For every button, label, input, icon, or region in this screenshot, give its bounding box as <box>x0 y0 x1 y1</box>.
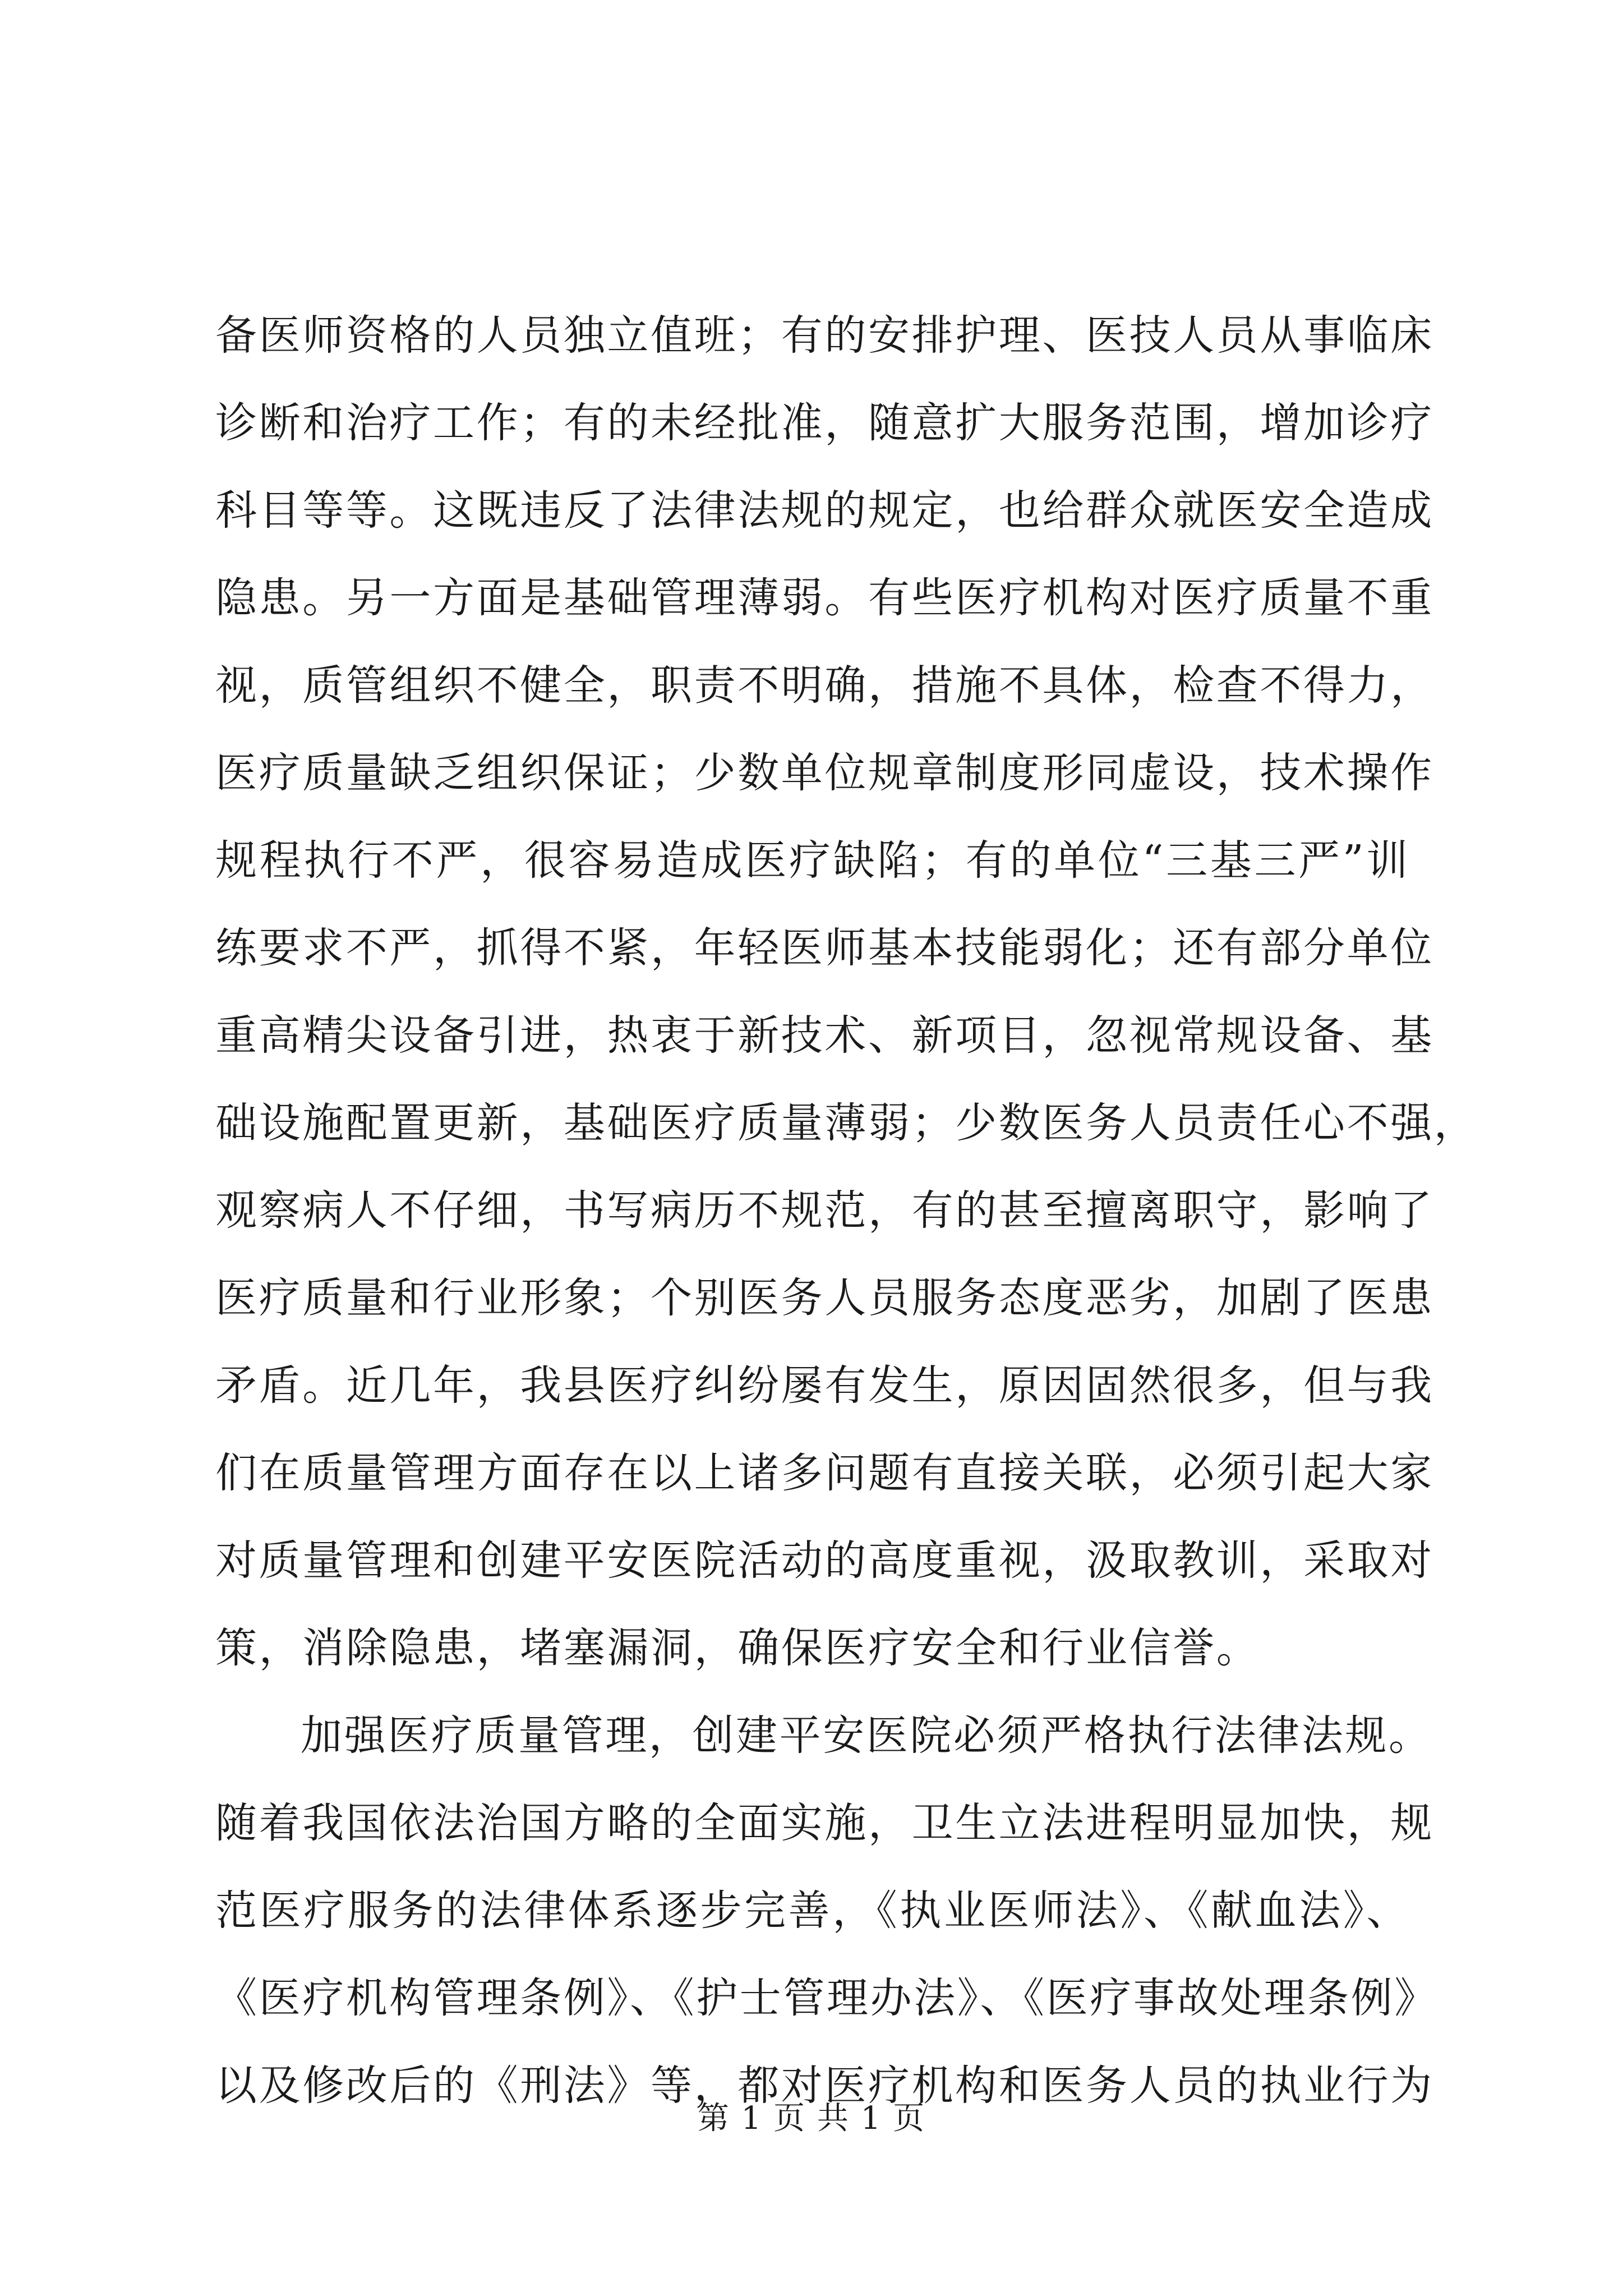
text-line: 础设施配置更新，基础医疗质量薄弱；少数医务人员责任心不强， <box>215 1099 1478 1147</box>
text-line: 规程执行不严，很容易造成医疗缺陷；有的单位“三基三严”训 <box>215 836 1410 885</box>
text-line: 随着我国依法治国方略的全面实施，卫生立法进程明显加快，规 <box>215 1799 1434 1847</box>
text-line: 隐患。另一方面是基础管理薄弱。有些医疗机构对医疗质量不重 <box>215 574 1434 622</box>
text-line: 备医师资格的人员独立值班；有的安排护理、医技人员从事临床 <box>215 311 1434 360</box>
text-line: 医疗质量缺乏组织保证；少数单位规章制度形同虚设，技术操作 <box>215 749 1434 797</box>
text-line: 诊断和治疗工作；有的未经批准，随意扩大服务范围，增加诊疗 <box>215 399 1434 447</box>
text-line: 观察病人不仔细，书写病历不规范，有的甚至擅离职守，影响了 <box>215 1186 1434 1235</box>
body-text <box>215 292 1478 2129</box>
text-line: 科目等等。这既违反了法律法规的规定，也给群众就医安全造成 <box>215 486 1434 535</box>
text-line: 以及修改后的《刑法》等，都对医疗机构和医务人员的执业行为 <box>215 2062 1434 2110</box>
text-line: 们在质量管理方面存在以上诸多问题有直接关联，必须引起大家 <box>215 1449 1434 1497</box>
text-line: 《医疗机构管理条例》、《护士管理办法》、《医疗事故处理条例》 <box>215 1974 1438 2022</box>
text-line: 范医疗服务的法律体系逐步完善，《执业医师法》、《献血法》、 <box>215 1887 1410 1935</box>
text-line: 视，质管组织不健全，职责不明确，措施不具体，检查不得力， <box>215 661 1434 710</box>
text-line: 矛盾。近几年，我县医疗纠纷屡有发生，原因固然很多，但与我 <box>215 1361 1434 1410</box>
text-line: 对质量管理和创建平安医院活动的高度重视，汲取教训，采取对 <box>215 1536 1434 1585</box>
text-line: 重高精尖设备引进，热衷于新技术、新项目，忽视常规设备、基 <box>215 1011 1434 1060</box>
text-line: 练要求不严，抓得不紧，年轻医师基本技能弱化；还有部分单位 <box>215 924 1434 972</box>
page-number-footer: 第 1 页 共 1 页 <box>697 2100 926 2137</box>
paragraph-end-line: 策，消除隐患，堵塞漏洞，确保医疗安全和行业信誉。 <box>215 1624 1260 1672</box>
paragraph-first-line: 加强医疗质量管理，创建平安医院必须严格执行法律法规。 <box>301 1711 1432 1760</box>
text-line: 医疗质量和行业形象；个别医务人员服务态度恶劣，加剧了医患 <box>215 1274 1434 1322</box>
